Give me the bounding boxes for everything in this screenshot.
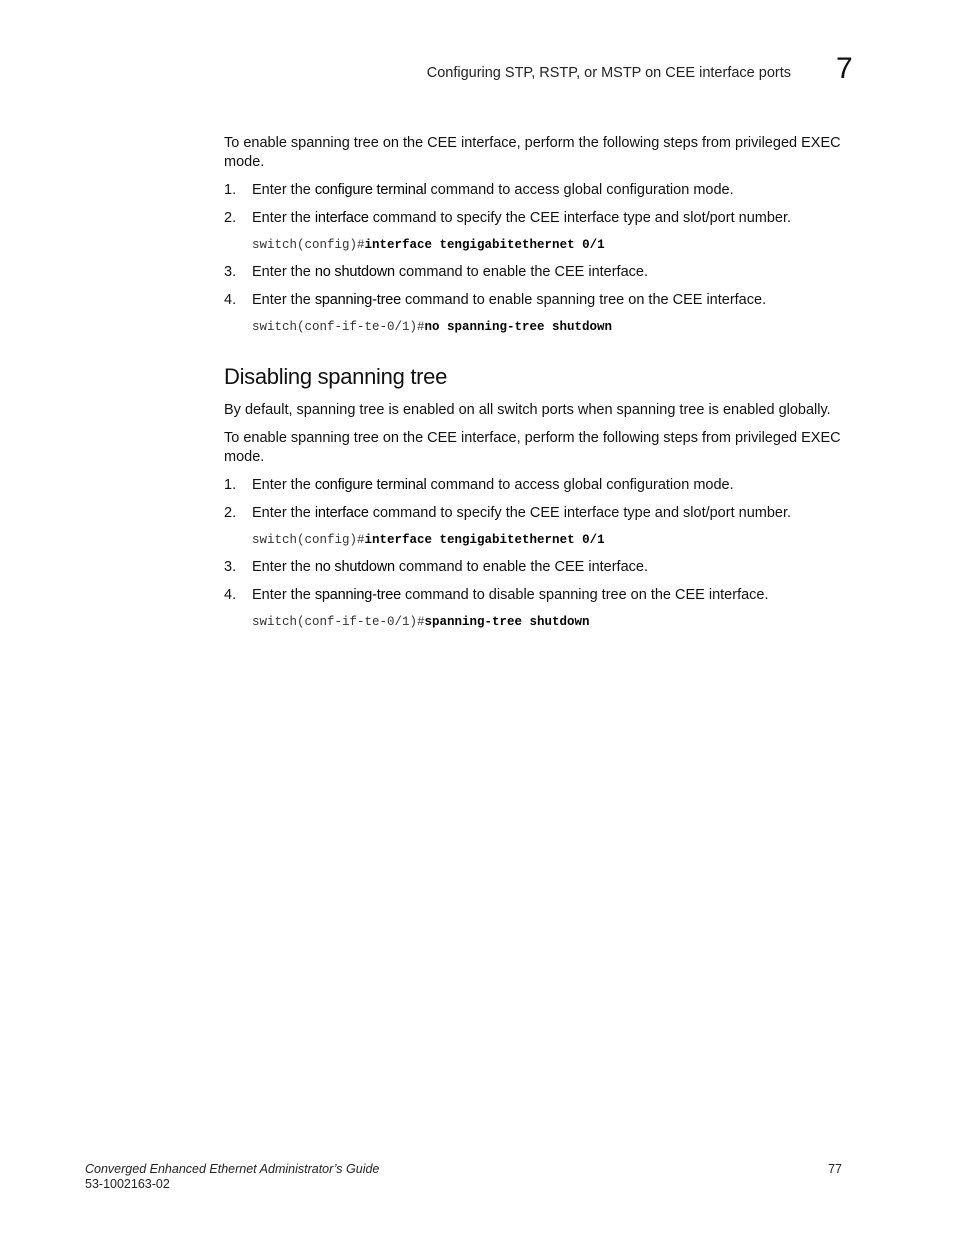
- step-text-pre: Enter the: [252, 210, 315, 226]
- step-text-pre: Enter the: [252, 477, 315, 493]
- section1-code-example-2: [252, 318, 854, 337]
- step-number: 2.: [224, 210, 237, 226]
- step-command: configure terminal: [314, 182, 427, 198]
- footer-doc-number: 53-1002163-02: [85, 1177, 170, 1191]
- section1-intro: To enable spanning tree on the CEE interface, perform the following steps from privileged EXEC mode.: [224, 135, 841, 170]
- section2-step-3: [224, 558, 854, 577]
- step-text-post: command to enable the CEE interface.: [394, 559, 648, 575]
- footer-document-info: [85, 1162, 379, 1192]
- step-command: interface: [314, 210, 369, 226]
- footer-page-number: 77: [828, 1162, 842, 1176]
- section1-step-1: [224, 181, 854, 200]
- page-content: [224, 134, 854, 640]
- step-command: interface: [314, 505, 369, 521]
- step-text-post: command to specify the CEE interface type and slot/port number.: [368, 505, 792, 521]
- step-text-pre: Enter the: [252, 505, 315, 521]
- code-prompt: switch(conf-if-te-0/1)#: [252, 320, 425, 334]
- step-text-post: command to access global configuration mode.: [426, 182, 734, 198]
- step-command: spanning-tree: [314, 587, 401, 603]
- code-command: interface tengigabitethernet 0/1: [364, 238, 605, 252]
- section1-step-2: [224, 209, 854, 228]
- step-text-post: command to enable spanning tree on the CEE interface.: [400, 292, 767, 308]
- step-text-pre: Enter the: [252, 587, 315, 603]
- section1-code-example-1: [252, 236, 854, 255]
- chapter-number: 7: [836, 52, 853, 85]
- step-text-post: command to disable spanning tree on the CEE interface.: [400, 587, 769, 603]
- section2-step-4: [224, 586, 854, 605]
- section2-step-2: [224, 504, 854, 523]
- step-command: configure terminal: [314, 477, 427, 493]
- step-number: 4.: [224, 292, 237, 308]
- section2-paragraph: By default, spanning tree is enabled on all switch ports when spanning tree is enabled globally.: [224, 402, 831, 418]
- code-command: no spanning-tree shutdown: [424, 320, 613, 334]
- section2-code-example-2: [252, 613, 854, 632]
- step-number: 1.: [224, 477, 237, 493]
- step-number: 1.: [224, 182, 237, 198]
- section-heading: Disabling spanning tree: [224, 364, 448, 389]
- code-prompt: switch(conf-if-te-0/1)#: [252, 615, 425, 629]
- code-prompt: switch(config)#: [252, 533, 365, 547]
- footer-book-title: Converged Enhanced Ethernet Administrator’s Guide: [85, 1162, 380, 1176]
- step-text-pre: Enter the: [252, 264, 315, 280]
- code-command: spanning-tree shutdown: [424, 615, 590, 629]
- step-number: 2.: [224, 505, 237, 521]
- code-command: interface tengigabitethernet 0/1: [364, 533, 605, 547]
- step-text-post: command to access global configuration mode.: [426, 477, 734, 493]
- step-text-pre: Enter the: [252, 559, 315, 575]
- section1-step-4: [224, 291, 854, 310]
- section2-code-example-1: [252, 531, 854, 550]
- step-command: spanning-tree: [314, 292, 401, 308]
- step-text-pre: Enter the: [252, 182, 315, 198]
- step-number: 4.: [224, 587, 237, 603]
- step-text-pre: Enter the: [252, 292, 315, 308]
- code-prompt: switch(config)#: [252, 238, 365, 252]
- section2-step-1: [224, 476, 854, 495]
- step-command: no shutdown: [314, 264, 395, 280]
- section1-step-3: [224, 263, 854, 282]
- step-number: 3.: [224, 264, 237, 280]
- running-header-title: Configuring STP, RSTP, or MSTP on CEE interface ports: [426, 65, 791, 81]
- section2-intro: To enable spanning tree on the CEE interface, perform the following steps from privileged EXEC mode.: [224, 430, 841, 465]
- step-number: 3.: [224, 559, 237, 575]
- step-command: no shutdown: [314, 559, 395, 575]
- step-text-post: command to enable the CEE interface.: [394, 264, 648, 280]
- step-text-post: command to specify the CEE interface type and slot/port number.: [368, 210, 792, 226]
